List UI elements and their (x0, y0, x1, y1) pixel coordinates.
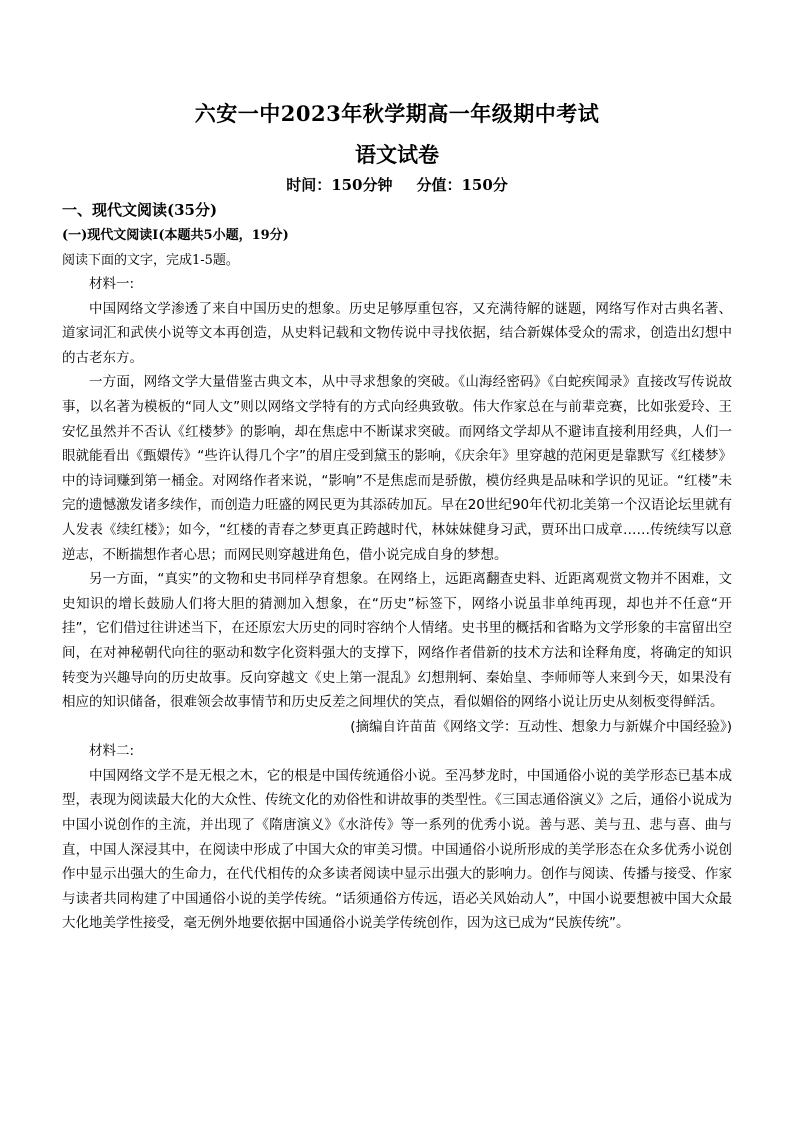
material-two-paragraph: 中国网络文学不是无根之木，它的根是中国传统通俗小说。至冯梦龙时，中国通俗小说的美学形态已基本成型，表现为阅读最大化的大众性、传统文化的劝俗性和讲故事的类型性。《三国志通俗演义》之后，通俗小说成为中国小说创作的主流，并出现了《隋唐演义》《水浒传》等一系列的优秀小说。善与恶、美与丑、悲与喜、曲与直，中国人深浸其中，在阅读中形成了中国大众的审美习惯。中国通俗小说所形成的美学形态在众多优秀小说创作中显示出强大的生命力，在代代相传的众多读者阅读中显示出强大的影响力。创作与阅读、传播与接受、作家与读者共同构建了中国通俗小说的美学传统。“话须通俗方传远，语必关风始动人”，中国小说要想被中国大众最大化地美学性接受，毫无例外地要依据中国通俗小说美学传统创作，因为这已成为“民族传统”。 (62, 767, 732, 932)
exam-score: 分值：150分 (416, 176, 508, 194)
reading-passage (62, 272, 732, 936)
material-one-paragraph: 一方面，网络文学大量借鉴古典文本，从中寻求想象的突破。《山海经密码》《白蛇疾闻录》直接改写传说故事，以名著为模板的“同人文”则以网络文学特有的方式向经典致敬。伟大作家总在与前辈竞赛，比如张爱玲、王安忆虽然并不否认《红楼梦》的影响，却在焦虑中不断谋求突破。而网络文学却从不避讳直接利用经典，人们一眼就能看出《甄嬛传》“些许认得几个字”的眉庄受到黛玉的影响，《庆余年》里穿越的范闲更是靠默写《红楼梦》中的诗词赚到第一桶金。对网络作者来说，“影响”不是焦虑而是骄傲，模仿经典是品味和学识的见证。“红楼”未完的遗憾激发诸多续作，而创造力旺盛的网民更为其添砖加瓦。早在20世纪90年代初北美第一个汉语论坛里就有人发表《续红楼》；如今，“红楼的青春之梦更真正跨越时代，林妹妹健身习武，贾环出口成章……传统续写以意逆志，不断揣想作者心思；而网民则穿越进角色，借小说完成自身的梦想。 (62, 374, 732, 563)
exam-meta (0, 174, 794, 195)
material-one-label: 材料一: (89, 276, 135, 292)
section-subheading: (一)现代文阅读Ⅰ(本题共5小题，19分) (62, 228, 289, 243)
material-one-paragraph: 另一方面，“真实”的文物和史书同样孕育想象。在网络上，远距离翻查史料、近距离观赏文物并不困难，文史知识的增长鼓励人们将大胆的猜测加入想象，在“历史”标签下，网络小说虽非单纯再现，却也并不任意“开挂”，它们借过往讲述当下，在还原宏大历史的同时容纳个人情绪。史书里的概括和省略为文学形象的丰富留出空间，在对神秘朝代向往的驱动和数字化资料强大的支撑下，网络作者借新的技术方法和诠释角度，将确定的知识转变为兴趣导向的历史故事。反向穿越文《史上第一混乱》幻想荆轲、秦始皇、李师师等人来到今天，如果没有相应的知识储备，很难领会故事情节和历史反差之间埋伏的笑点，看似媚俗的网络小说让历史从刻板变得鲜活。 (62, 571, 732, 711)
exam-time: 时间：150分钟 (286, 176, 393, 194)
material-one-source: (摘编自许苗苗《网络文学：互动性、想象力与新媒介中国经验》) (350, 718, 732, 735)
exam-title: 六安一中2023年秋学期高一年级期中考试 (194, 101, 600, 126)
reading-instruction: 阅读下面的文字，完成1-5题。 (62, 253, 239, 268)
material-two-label: 材料二: (89, 743, 135, 760)
exam-subtitle: 语文试卷 (355, 142, 439, 167)
material-one-paragraph: 中国网络文学渗透了来自中国历史的想象。历史足够厚重包容，又充满待解的谜题，网络写作对古典名著、道家词汇和武侠小说等文本再创造，从史料记载和文物传说中寻找依据，结合新媒体受众的需求，创造出幻想中的古老东方。 (62, 300, 732, 366)
section-heading: 一、现代文阅读(35分) (62, 201, 218, 219)
